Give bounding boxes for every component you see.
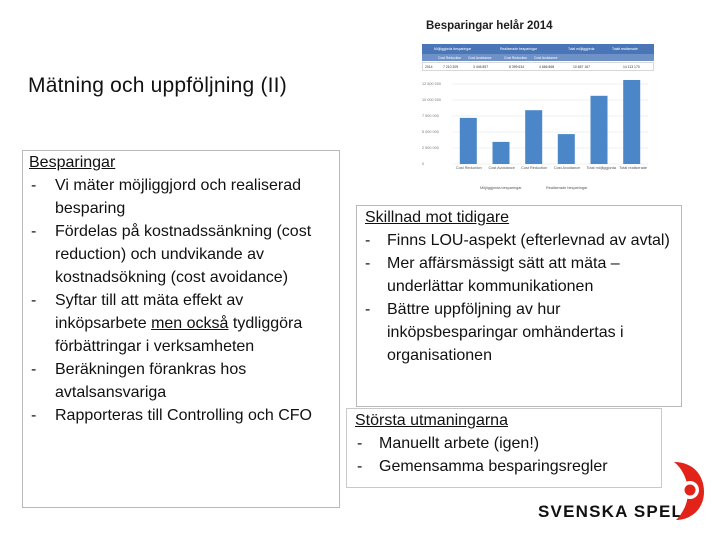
table-group-header: Realiserade besparingar — [500, 47, 537, 51]
slide-title: Mätning och uppföljning (II) — [28, 74, 287, 97]
challenges-heading: Största utmaningarna — [355, 412, 508, 429]
table-cell: 8 399 634 — [509, 65, 525, 69]
x-tick-label: Cost Avoidance — [553, 166, 581, 170]
table-header-row — [422, 44, 654, 54]
table-subheader-row — [422, 54, 654, 61]
table-subheader: Cost Avoidance — [468, 55, 492, 60]
challenges-box — [346, 408, 662, 488]
y-tick-label: 7 500 000 — [422, 114, 439, 118]
table-cell: 4 666 868 — [539, 65, 555, 69]
savings-chart-image — [418, 18, 658, 193]
x-tick-label: Total realiserade — [619, 166, 648, 170]
table-cell: 10 657 167 — [573, 65, 590, 69]
list-item: - Finns LOU-aspekt (efterlevnad av avtal) — [365, 229, 675, 252]
chart-title: Besparingar helår 2014 — [426, 20, 553, 32]
y-tick-label: 10 000 000 — [422, 98, 442, 102]
table-cell: 3 446 857 — [473, 65, 489, 69]
challenges-list — [355, 432, 655, 478]
table-row-label: 2014 — [425, 65, 433, 69]
x-tick-label: Cost Reduction — [521, 166, 548, 170]
list-item: - Mer affärsmässigt sätt att mäta – underlättar kommunikationen — [365, 252, 675, 298]
table-group-header: Möjliggjorda besparingar — [434, 47, 472, 51]
table-group-header: Totalt realiserade — [612, 47, 638, 51]
svenska-spel-logo: SVENSKA SPEL — [538, 502, 684, 521]
list-item — [29, 289, 331, 358]
emphasis-text: men också — [151, 315, 229, 332]
bar — [591, 96, 608, 164]
table-row — [422, 62, 654, 71]
bar — [623, 80, 640, 164]
bar-chart — [452, 80, 648, 170]
list-item: - Vi mäter möjliggjord och realiserad besparing — [29, 174, 331, 220]
differences-heading: Skillnad mot tidigare — [365, 209, 510, 226]
x-tick-label: Total möjliggjorda — [586, 166, 617, 170]
list-item: - Rapporteras till Controlling och CFO — [29, 404, 331, 427]
savings-box — [22, 150, 340, 508]
x-tick-label: Cost Avoidance — [488, 166, 515, 170]
y-tick-label: 12 500 000 — [422, 82, 442, 86]
bar — [525, 110, 542, 164]
x-tick-label: Cost Reduction — [455, 166, 482, 170]
differences-box — [356, 205, 682, 407]
svenska-spel-logo-mark-icon — [660, 458, 706, 522]
y-tick-label: 2 500 000 — [422, 146, 439, 150]
x-group-label: Möjliggjorda besparingar — [480, 186, 522, 190]
y-tick-label: 0 — [422, 162, 425, 166]
list-item: - Beräkningen förankras hos avtalsansvariga — [29, 358, 331, 404]
table-cell: 7 210 309 — [443, 65, 459, 69]
list-item-text: tydliggöra förbättringar i verksamheten — [55, 315, 303, 355]
list-item-text: Syftar till att mäta effekt av inköpsarbete — [55, 292, 244, 332]
list-item: - Bättre uppföljning av hur inköpsbesparingar omhändertas i organisationen — [365, 298, 675, 367]
list-item: - Manuellt arbete (igen!) — [355, 432, 655, 455]
table-subheader: Cost Avoidance — [534, 55, 558, 60]
table-subheader: Cost Reduction — [504, 55, 528, 60]
table-subheader: Cost Reduction — [438, 55, 462, 60]
savings-heading: Besparingar — [29, 154, 116, 171]
y-tick-label: 5 000 000 — [422, 130, 439, 134]
savings-list — [29, 174, 331, 427]
x-group-label: Realiserade besparingar — [546, 186, 588, 190]
list-item: - Gemensamma besparingsregler — [355, 455, 655, 478]
bar — [493, 142, 510, 164]
bar — [460, 118, 477, 164]
table-group-header: Total möjliggjorda — [568, 47, 595, 51]
differences-list — [365, 229, 675, 367]
bar — [558, 134, 575, 164]
table-cell: 14 113 170 — [623, 65, 640, 69]
list-item: - Fördelas på kostnadssänkning (cost reduction) och undvikande av kostnadsökning (cost avoidance) — [29, 220, 331, 289]
